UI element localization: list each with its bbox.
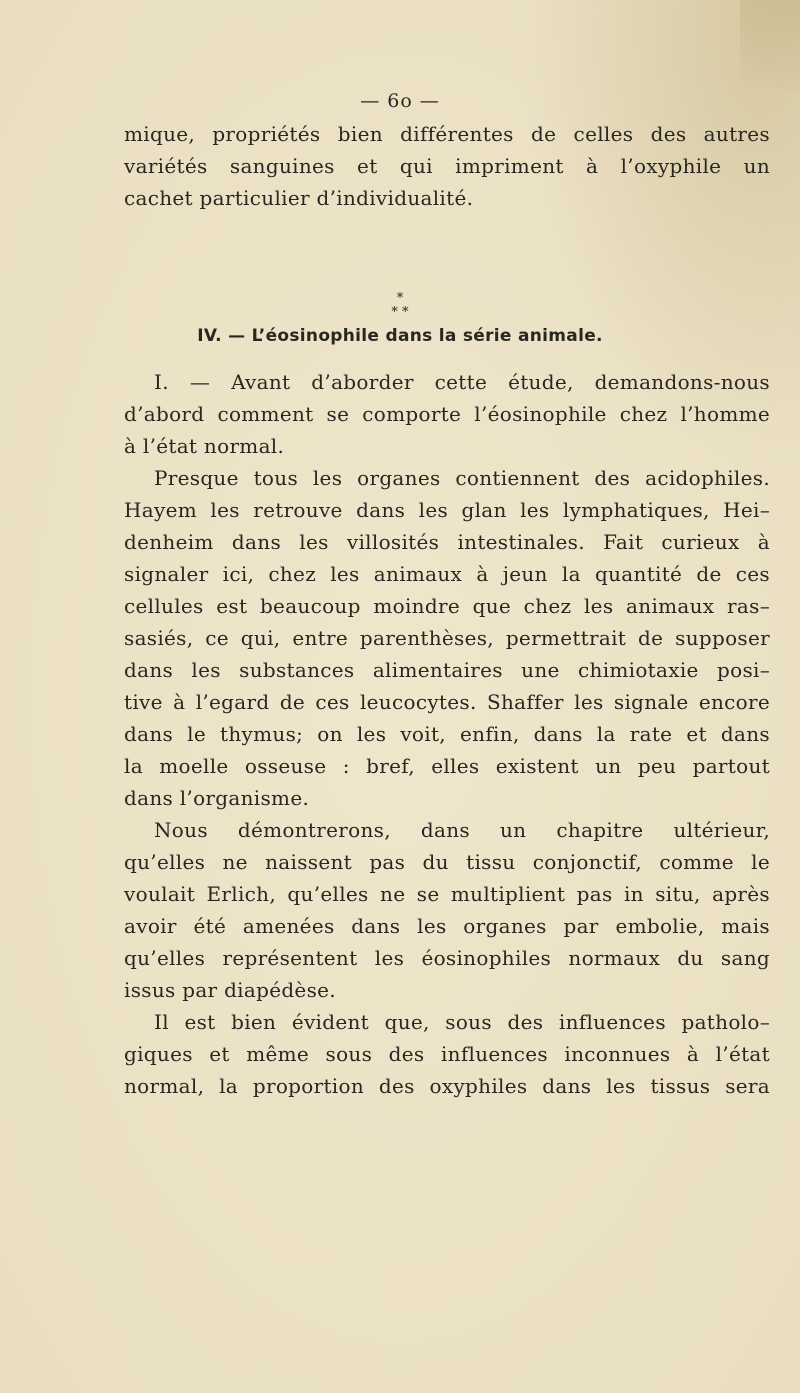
text-line: d’abord comment se comporte l’éosinophile chez l’homme [124,402,770,426]
asterism-top: * [396,291,404,306]
body-text [124,366,770,1102]
page-stain [740,0,800,90]
section-heading: IV. — L’éosinophile dans la série animale. [197,326,603,346]
text-line: denheim dans les villosités intestinales. Fait curieux à [124,530,770,554]
text-line: avoir été amenées dans les organes par embolie, mais [124,914,770,938]
text-line: cellules est beaucoup moindre que chez les animaux ras– [124,594,770,618]
text-line: giques et même sous des influences inconnues à l’état [124,1042,770,1066]
text-line: cachet particulier d’individualité. [124,186,474,210]
text-line: issus par diapédèse. [124,978,336,1002]
text-line: à l’état normal. [124,434,285,458]
text-line: qu’elles ne naissent pas du tissu conjonctif, comme le [124,850,770,874]
text-line: sasiés, ce qui, entre parenthèses, permettrait de supposer [124,626,770,650]
text-line: normal, la proportion des oxyphiles dans les tissus sera [124,1074,770,1098]
asterism-bottom: * * [391,305,409,320]
text-line: Nous démontrerons, dans un chapitre ultérieur, [154,818,770,842]
text-line: dans les substances alimentaires une chimiotaxie posi– [124,658,770,682]
page-number: — 6o — [360,90,440,112]
text-line: la moelle osseuse : bref, elles existent un peu partout [124,754,770,778]
text-line: tive à l’egard de ces leucocytes. Shaffer les signale encore [124,690,770,714]
text-line: voulait Erlich, qu’elles ne se multiplient pas in situ, après [124,882,770,906]
text-line: dans l’organisme. [124,786,310,810]
text-line: I. — Avant d’aborder cette étude, demandons-nous [154,370,770,394]
text-line: Il est bien évident que, sous des influences patholo– [154,1010,770,1034]
asterism-separator [0,292,800,320]
text-line: mique, propriétés bien différentes de celles des autres [124,122,770,146]
text-line: variétés sanguines et qui impriment à l’oxyphile un [124,154,770,178]
text-line: qu’elles représentent les éosinophiles normaux du sang [124,946,770,970]
text-line: dans le thymus; on les voit, enfin, dans la rate et dans [124,722,770,746]
text-line: Hayem les retrouve dans les glan les lymphatiques, Hei– [124,498,770,522]
opening-paragraph [124,118,770,214]
text-line: signaler ici, chez les animaux à jeun la quantité de ces [124,562,770,586]
text-line: Presque tous les organes contiennent des acidophiles. [154,466,770,490]
